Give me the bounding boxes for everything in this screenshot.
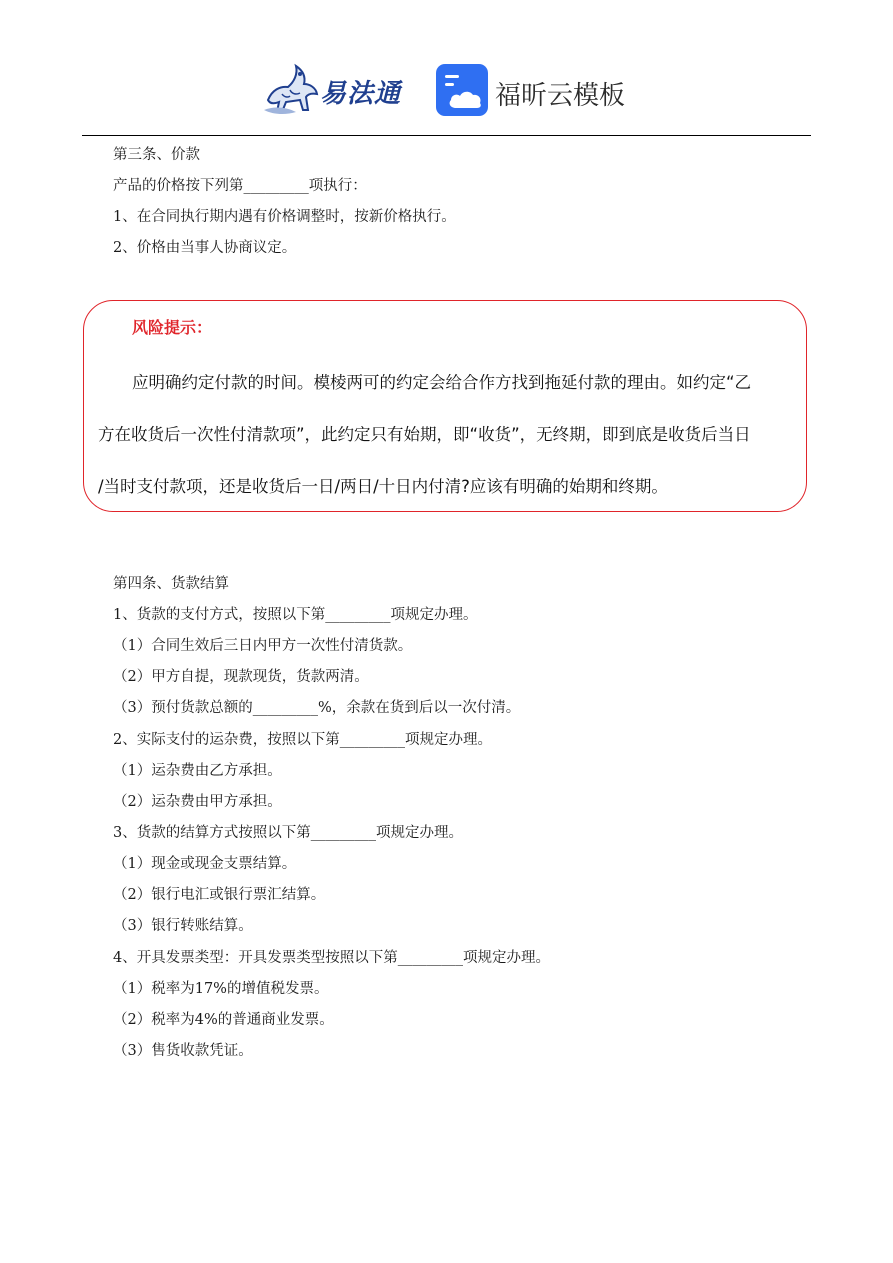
section4-p2: 2、实际支付的运杂费，按照以下第_________项规定办理。 bbox=[113, 732, 492, 748]
brand2-name: 福昕云模板 bbox=[495, 81, 626, 111]
section3-title: 第三条、价款 bbox=[113, 147, 200, 163]
risk-text-line2: 方在收货后一次性付清款项”，此约定只有始期，即“收货”，无终期，即到底是收货后当日 bbox=[98, 425, 751, 444]
section4-title: 第四条、货款结算 bbox=[113, 576, 229, 592]
section4-p3-option1: （1）现金或现金支票结算。 bbox=[113, 856, 297, 872]
section4-p4-option1: （1）税率为17%的增值税发票。 bbox=[113, 981, 329, 997]
section4-p4-option2: （2）税率为4%的普通商业发票。 bbox=[113, 1012, 334, 1028]
section4-p2-option2: （2）运杂费由甲方承担。 bbox=[113, 794, 282, 810]
risk-text-line3: /当时支付款项，还是收货后一日/两日/十日内付清?应该有明确的始期和终期。 bbox=[98, 477, 668, 496]
section4-p1-option3: （3）预付货款总额的_________%，余款在货到后以一次付清。 bbox=[113, 700, 521, 716]
section3-item1: 1、在合同执行期内遇有价格调整时，按新价格执行。 bbox=[113, 209, 456, 225]
section4-p1: 1、货款的支付方式，按照以下第_________项规定办理。 bbox=[113, 607, 478, 623]
risk-warning-box bbox=[83, 300, 807, 512]
risk-text-line1: 应明确约定付款的时间。模棱两可的约定会给合作方找到拖延付款的理由。如约定“乙 bbox=[132, 373, 752, 392]
section4-p3: 3、货款的结算方式按照以下第_________项规定办理。 bbox=[113, 825, 463, 841]
header-divider bbox=[82, 135, 811, 136]
section4-p4-option3: （3）售货收款凭证。 bbox=[113, 1043, 253, 1059]
cloud-document-icon bbox=[436, 64, 488, 116]
section4-p1-option1: （1）合同生效后三日内甲方一次性付清货款。 bbox=[113, 638, 413, 654]
fuxin-logo bbox=[436, 64, 646, 118]
section4-p3-option2: （2）银行电汇或银行票汇结算。 bbox=[113, 887, 326, 903]
section3-item2: 2、价格由当事人协商议定。 bbox=[113, 240, 297, 256]
page-header bbox=[0, 56, 893, 122]
section4-p3-option3: （3）银行转账结算。 bbox=[113, 918, 253, 934]
qilin-icon bbox=[262, 60, 322, 118]
section4-p2-option1: （1）运杂费由乙方承担。 bbox=[113, 763, 282, 779]
section4-p4: 4、开具发票类型：开具发票类型按照以下第_________项规定办理。 bbox=[113, 950, 550, 966]
brand1-name: 易法通 bbox=[320, 79, 402, 109]
section3-intro: 产品的价格按下列第_________项执行： bbox=[113, 178, 367, 194]
risk-title: 风险提示： bbox=[132, 318, 213, 337]
yifatong-logo bbox=[262, 60, 412, 118]
section4-p1-option2: （2）甲方自提，现款现货，货款两清。 bbox=[113, 669, 369, 685]
